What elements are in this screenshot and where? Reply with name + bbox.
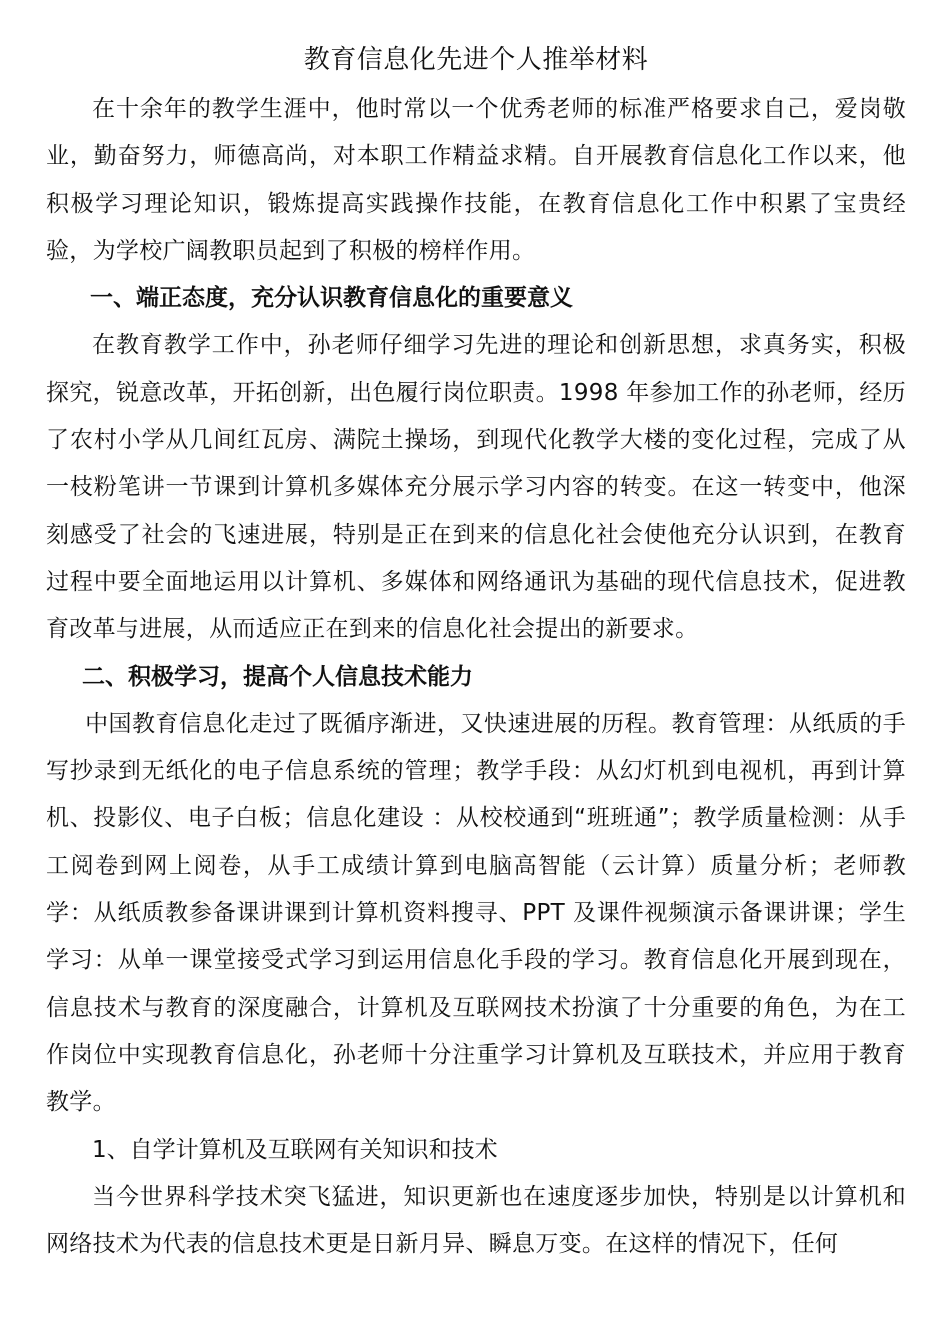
subsection-1-heading: 1、自学计算机及互联网有关知识和技术	[92, 1136, 498, 1163]
section-1-heading: 一、端正态度，充分认识教育信息化的重要意义	[90, 285, 573, 312]
subsection-1-paragraph: 当今世界科学技术突飞猛进，知识更新也在速度逐步加快，特别是以计算机和网络技术为代表的信息技术更是日新月异、瞬息万变。在这样的情况下，任何	[46, 1183, 906, 1258]
intro-paragraph: 在十余年的教学生涯中，他时常以一个优秀老师的标准严格要求自己，爱岗敬业，勤奋努力，师德高尚，对本职工作精益求精。自开展教育信息化工作以来，他积极学习理论知识，锻炼提高实践操作技能，在教育信息化工作中积累了宝贵经验，为学校广阔教职员起到了积极的榜样作用。	[46, 96, 906, 264]
section-2-heading: 二、积极学习，提高个人信息技术能力	[82, 663, 473, 690]
document-page	[46, 40, 906, 1268]
document-title: 教育信息化先进个人推举材料	[303, 45, 649, 75]
section-2-paragraph: 中国教育信息化走过了既循序渐进，又快速进展的历程。教育管理：从纸质的手写抄录到无纸化的电子信息系统的管理；教学手段：从幻灯机到电视机，再到计算机、投影仪、电子白板；信息化建设 ：从校校通到“班班通”；教学质量检测：从手工阅卷到网上阅卷，从手工成绩计算到电脑高智能（云计算）质量分析；老师教学：从纸质教参备课讲课到计算机资料搜寻、PPT 及课件视频演示备课讲课；学生学习：从单一课堂接受式学习到运用信息化手段的学习。教育信息化开展到现在，信息技术与教育的深度融合，计算机及互联网技术扮演了十分重要的角色，为在工作岗位中实现教育信息化，孙老师十分注重学习计算机及互联技术，并应用于教育教学。	[46, 710, 906, 1116]
section-1-paragraph: 在教育教学工作中，孙老师仔细学习先进的理论和创新思想，求真务实，积极探究，锐意改革，开拓创新，出色履行岗位职责。1998 年参加工作的孙老师，经历了农村小学从几间红瓦房、满院土操场，到现代化教学大楼的变化过程，完成了从一枝粉笔讲一节课到计算机多媒体充分展示学习内容的转变。在这一转变中，他深刻感受了社会的飞速进展，特别是正在到来的信息化社会使他充分认识到，在教育过程中要全面地运用以计算机、多媒体和网络通讯为基础的现代信息技术，促进教育改革与进展，从而适应正在到来的信息化社会提出的新要求。	[46, 332, 906, 643]
